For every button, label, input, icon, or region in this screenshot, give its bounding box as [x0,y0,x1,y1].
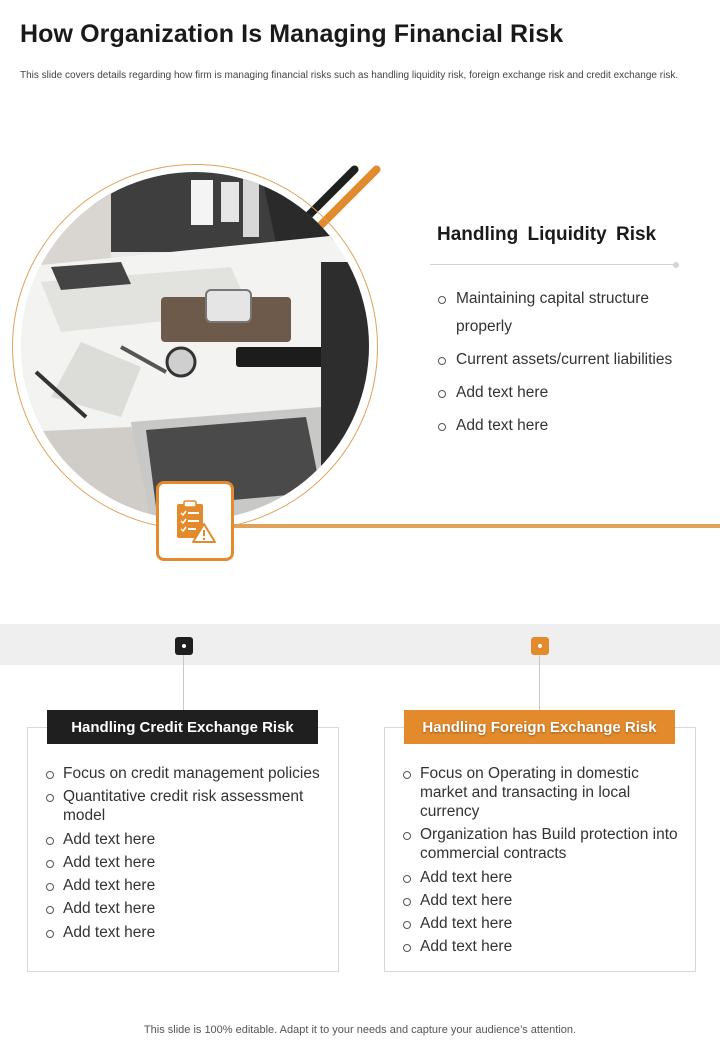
credit-risk-list [45,764,325,946]
list-item: Add text here [402,914,682,933]
foreign-risk-list [402,764,682,961]
liquidity-risk-list [437,285,697,445]
connector-stem-left [183,655,184,710]
list-item: Add text here [437,412,697,440]
accent-divider-line [230,524,720,528]
list-item: Add text here [45,853,325,872]
photo-circle-frame [12,164,378,530]
credit-risk-heading: Handling Credit Exchange Risk [47,710,318,744]
list-item: Add text here [402,937,682,956]
foreign-risk-heading: Handling Foreign Exchange Risk [404,710,675,744]
list-item: Add text here [45,899,325,918]
list-item: Add text here [45,923,325,942]
connector-stem-right [539,655,540,710]
liquidity-risk-heading: Handling Liquidity Risk [437,224,657,245]
clipboard-warning-icon-graphic [173,498,217,544]
list-item: Add text here [45,876,325,895]
page-subtitle: This slide covers details regarding how firm is managing financial risks such as handling liquidity risk, foreign exchange risk and credit exchange risk. [20,70,679,81]
list-item: Focus on Operating in domestic market and transacting in local currency [402,764,682,821]
office-desk-photo [21,172,369,520]
list-item: Current assets/current liabilities [437,346,697,374]
list-item: Focus on credit management policies [45,764,325,783]
list-item: Add text here [45,830,325,849]
list-item: Quantitative credit risk assessment model [45,787,325,825]
page-title: How Organization Is Managing Financial Risk [20,20,564,48]
footer-note: This slide is 100% editable. Adapt it to your needs and capture your audience’s attention. [143,1024,577,1036]
list-item: Add text here [402,868,682,887]
liquidity-divider-dot [673,262,679,268]
list-item: Maintaining capital structure properly [437,285,697,341]
list-item: Add text here [437,379,697,407]
pin-marker-orange-icon [531,637,549,655]
connector-band [0,624,720,665]
desk-photo-illustration [21,172,369,520]
pin-marker-dark-icon [175,637,193,655]
liquidity-divider [430,264,676,265]
list-item: Add text here [402,891,682,910]
list-item: Organization has Build protection into commercial contracts [402,825,682,863]
clipboard-warning-icon [156,481,234,561]
